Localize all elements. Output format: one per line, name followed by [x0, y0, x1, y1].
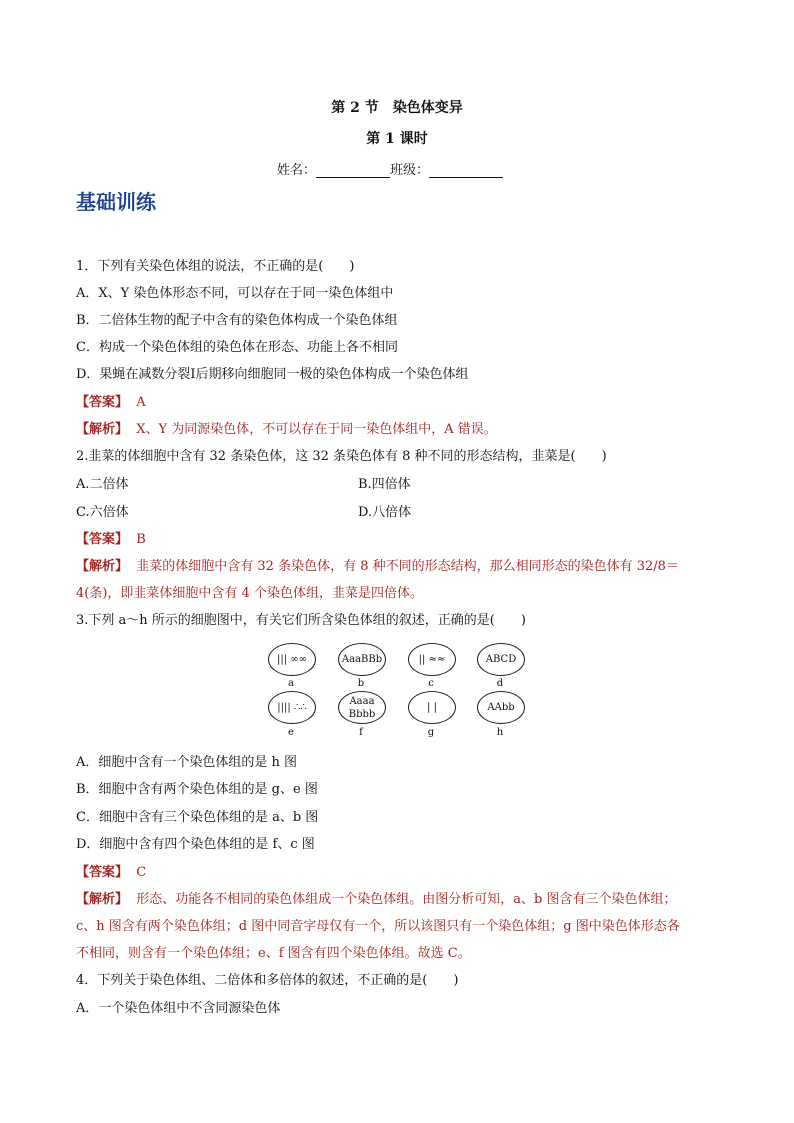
cell-c: || ≈≈ [408, 643, 456, 676]
q3-option-b: B．细胞中含有两个染色体组的是 g、e 图 [76, 782, 318, 797]
answer-label: 【答案】 [76, 865, 129, 880]
q1-option-d: D．果蝇在减数分裂Ⅰ后期移向细胞同一极的染色体构成一个染色体组 [76, 367, 469, 382]
name-blank [316, 163, 390, 178]
class-blank [429, 163, 503, 178]
q2-answer [76, 528, 146, 547]
cell-label-b: b [357, 678, 365, 689]
q1-explanation [76, 418, 497, 437]
q3-explanation-2: c、h 图含有两个染色体组；d 图中同音字母仅有一个，所以该图只有一个染色体组；g 图中染色体形态各 [76, 919, 680, 934]
answer-value: A [136, 395, 146, 410]
explanation-text-1: 韭菜的体细胞中含有 32 条染色体，有 8 种不同的形态结构，那么相同形态的染色体有 32/8＝ [136, 559, 679, 574]
q2-option-a: A.二倍体 [76, 477, 129, 492]
q3-option-d: D．细胞中含有四个染色体组的是 f、c 图 [76, 837, 315, 852]
explanation-label: 【解析】 [76, 892, 129, 907]
q4-option-a: A．一个染色体组中不含同源染色体 [76, 1001, 281, 1016]
q2-explanation [76, 555, 679, 574]
explanation-text: X、Y 为同源染色体，不可以存在于同一染色体组中，A 错误。 [136, 422, 497, 437]
q3-option-c: C．细胞中含有三个染色体组的是 a、b 图 [76, 810, 319, 825]
cell-label-g: g [427, 727, 435, 738]
cell-label-a: a [288, 678, 294, 689]
cell-label-f: f [359, 727, 363, 738]
q2-option-b: B.四倍体 [358, 477, 411, 492]
cell-d: ABCD [477, 643, 525, 676]
answer-value: B [136, 532, 146, 547]
q3-stem: 3.下列 a～h 所示的细胞图中，有关它们所含染色体组的叙述，正确的是( ) [76, 613, 526, 628]
q1-answer [76, 391, 146, 410]
q1-option-b: B．二倍体生物的配子中含有的染色体构成一个染色体组 [76, 313, 398, 328]
cell-label-h: h [496, 727, 504, 738]
q3-explanation [76, 888, 677, 907]
cell-g: | | [408, 691, 456, 724]
cell-label-c: c [428, 678, 434, 689]
cell-e: |||| ∴∴ [268, 691, 316, 724]
cell-label-e: e [288, 727, 294, 738]
cell-f-line2: Bbbb [348, 709, 376, 720]
q3-explanation-3: 不相同，则含有一个染色体组；e、f 图含有四个染色体组。故选 C。 [76, 946, 471, 961]
name-class-line [277, 159, 503, 178]
cell-a: ||| ∞∞ [268, 643, 316, 676]
cell-label-d: d [496, 678, 504, 689]
cell-h: AAbb [477, 691, 525, 724]
q1-option-c: C．构成一个染色体组的染色体在形态、功能上各不相同 [76, 340, 398, 355]
q3-answer [76, 861, 146, 880]
q2-stem: 2.韭菜的体细胞中含有 32 条染色体，这 32 条染色体有 8 种不同的形态结构，韭菜是( ) [76, 449, 607, 464]
q2-explanation-2: 4(条)，即韭菜体细胞中含有 4 个染色体组，韭菜是四倍体。 [76, 586, 423, 601]
answer-value: C [136, 865, 147, 880]
doc-subtitle: 第 1 课时 [366, 131, 428, 147]
answer-label: 【答案】 [76, 395, 129, 410]
q3-option-a: A．细胞中含有一个染色体组的是 h 图 [76, 755, 298, 770]
cell-f [338, 691, 386, 724]
explanation-label: 【解析】 [76, 422, 129, 437]
section-title: 基础训练 [76, 190, 156, 214]
q2-option-c: C.六倍体 [76, 505, 129, 520]
doc-title: 第 2 节 染色体变异 [331, 100, 463, 116]
answer-label: 【答案】 [76, 532, 129, 547]
explanation-text-1: 形态、功能各不相同的染色体组成一个染色体组。由图分析可知，a、b 图含有三个染色体组； [136, 892, 677, 907]
class-label: 班级： [390, 163, 430, 178]
q4-stem: 4．下列关于染色体组、二倍体和多倍体的叙述，不正确的是( ) [76, 973, 459, 988]
cell-f-line1: Aaaa [349, 696, 375, 707]
name-label: 姓名： [277, 163, 317, 178]
q2-option-d: D.八倍体 [358, 505, 412, 520]
q1-option-a: A．X、Y 染色体形态不同，可以存在于同一染色体组中 [76, 286, 394, 301]
cell-b: AaaBBb [338, 643, 386, 676]
explanation-label: 【解析】 [76, 559, 129, 574]
q1-stem: 1．下列有关染色体组的说法，不正确的是( ) [76, 259, 355, 274]
